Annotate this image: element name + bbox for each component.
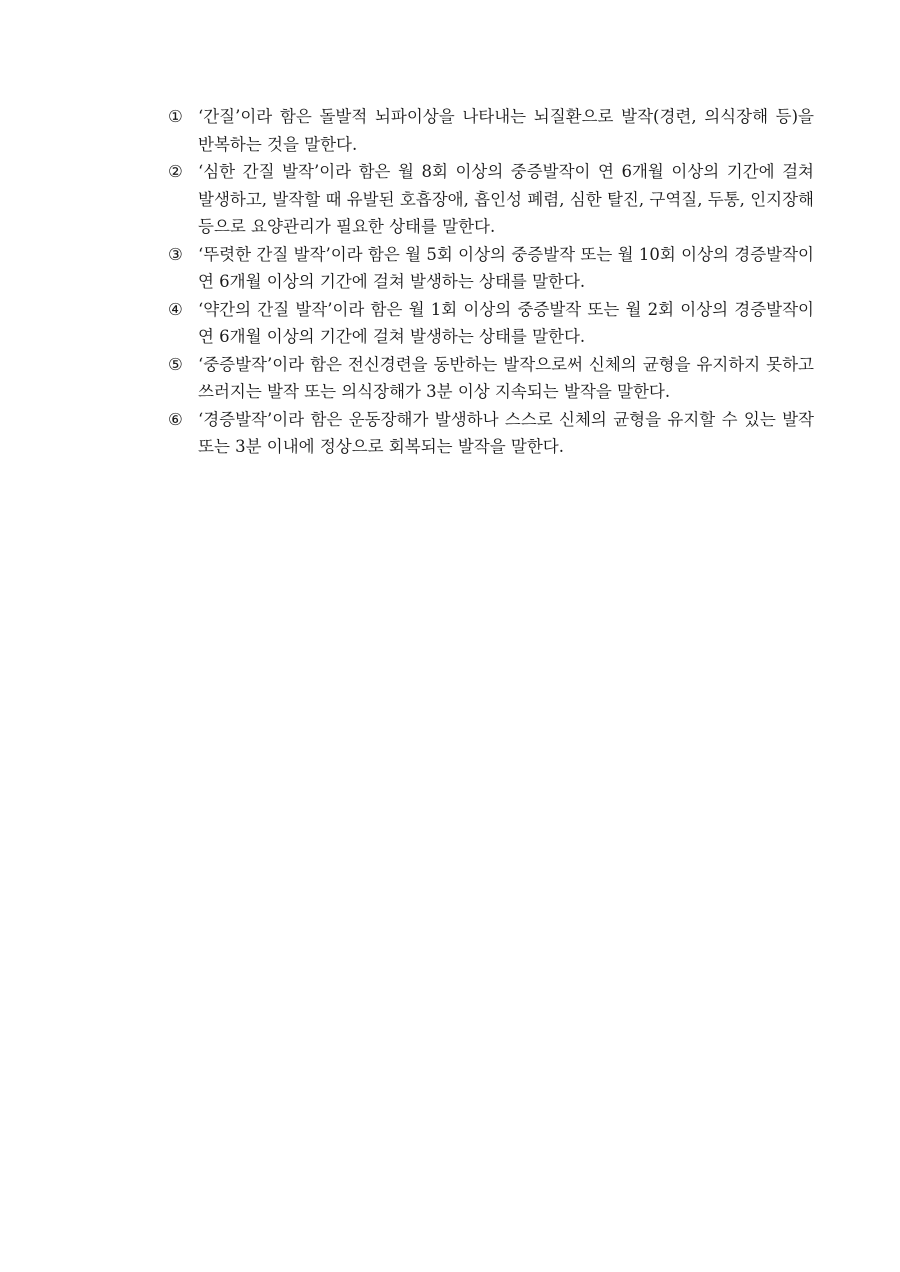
definition-item-1 (168, 103, 814, 158)
item-text: ‘심한 간질 발작’이라 함은 월 8회 이상의 중증발작이 연 6개월 이상의 기간에 걸쳐 발생하고, 발작할 때 유발된 호흡장애, 흡인성 폐렴, 심한 탈진, 구역질, 두통, 인지장해 등으로 요양관리가 필요한 상태를 말한다. (198, 162, 814, 236)
item-marker: ① (168, 107, 183, 126)
definition-item-6 (168, 406, 814, 461)
definition-item-4 (168, 296, 814, 351)
item-text: ‘뚜렷한 간질 발작’이라 함은 월 5회 이상의 중증발작 또는 월 10회 이상의 경증발작이 연 6개월 이상의 기간에 걸쳐 발생하는 상태를 말한다. (198, 244, 814, 291)
item-marker: ② (168, 162, 183, 181)
item-marker: ③ (168, 244, 183, 264)
item-marker: ⑤ (168, 354, 183, 374)
item-text: ‘간질’이라 함은 돌발적 뇌파이상을 나타내는 뇌질환으로 발작(경련, 의식장해 등)을 반복하는 것을 말한다. (198, 107, 814, 154)
item-marker: ⑥ (168, 409, 183, 429)
item-marker: ④ (168, 299, 183, 319)
item-text: ‘중증발작’이라 함은 전신경련을 동반하는 발작으로써 신체의 균형을 유지하지 못하고 쓰러지는 발작 또는 의식장해가 3분 이상 지속되는 발작을 말한다. (198, 354, 814, 401)
item-text: ‘경증발작’이라 함은 운동장해가 발생하나 스스로 신체의 균형을 유지할 수 있는 발작 또는 3분 이내에 정상으로 회복되는 발작을 말한다. (198, 409, 814, 456)
definition-list (168, 103, 814, 461)
definition-item-2 (168, 158, 814, 241)
definition-item-5 (168, 351, 814, 406)
item-text: ‘약간의 간질 발작’이라 함은 월 1회 이상의 중증발작 또는 월 2회 이상의 경증발작이 연 6개월 이상의 기간에 걸쳐 발생하는 상태를 말한다. (198, 299, 814, 346)
definition-item-3 (168, 241, 814, 296)
